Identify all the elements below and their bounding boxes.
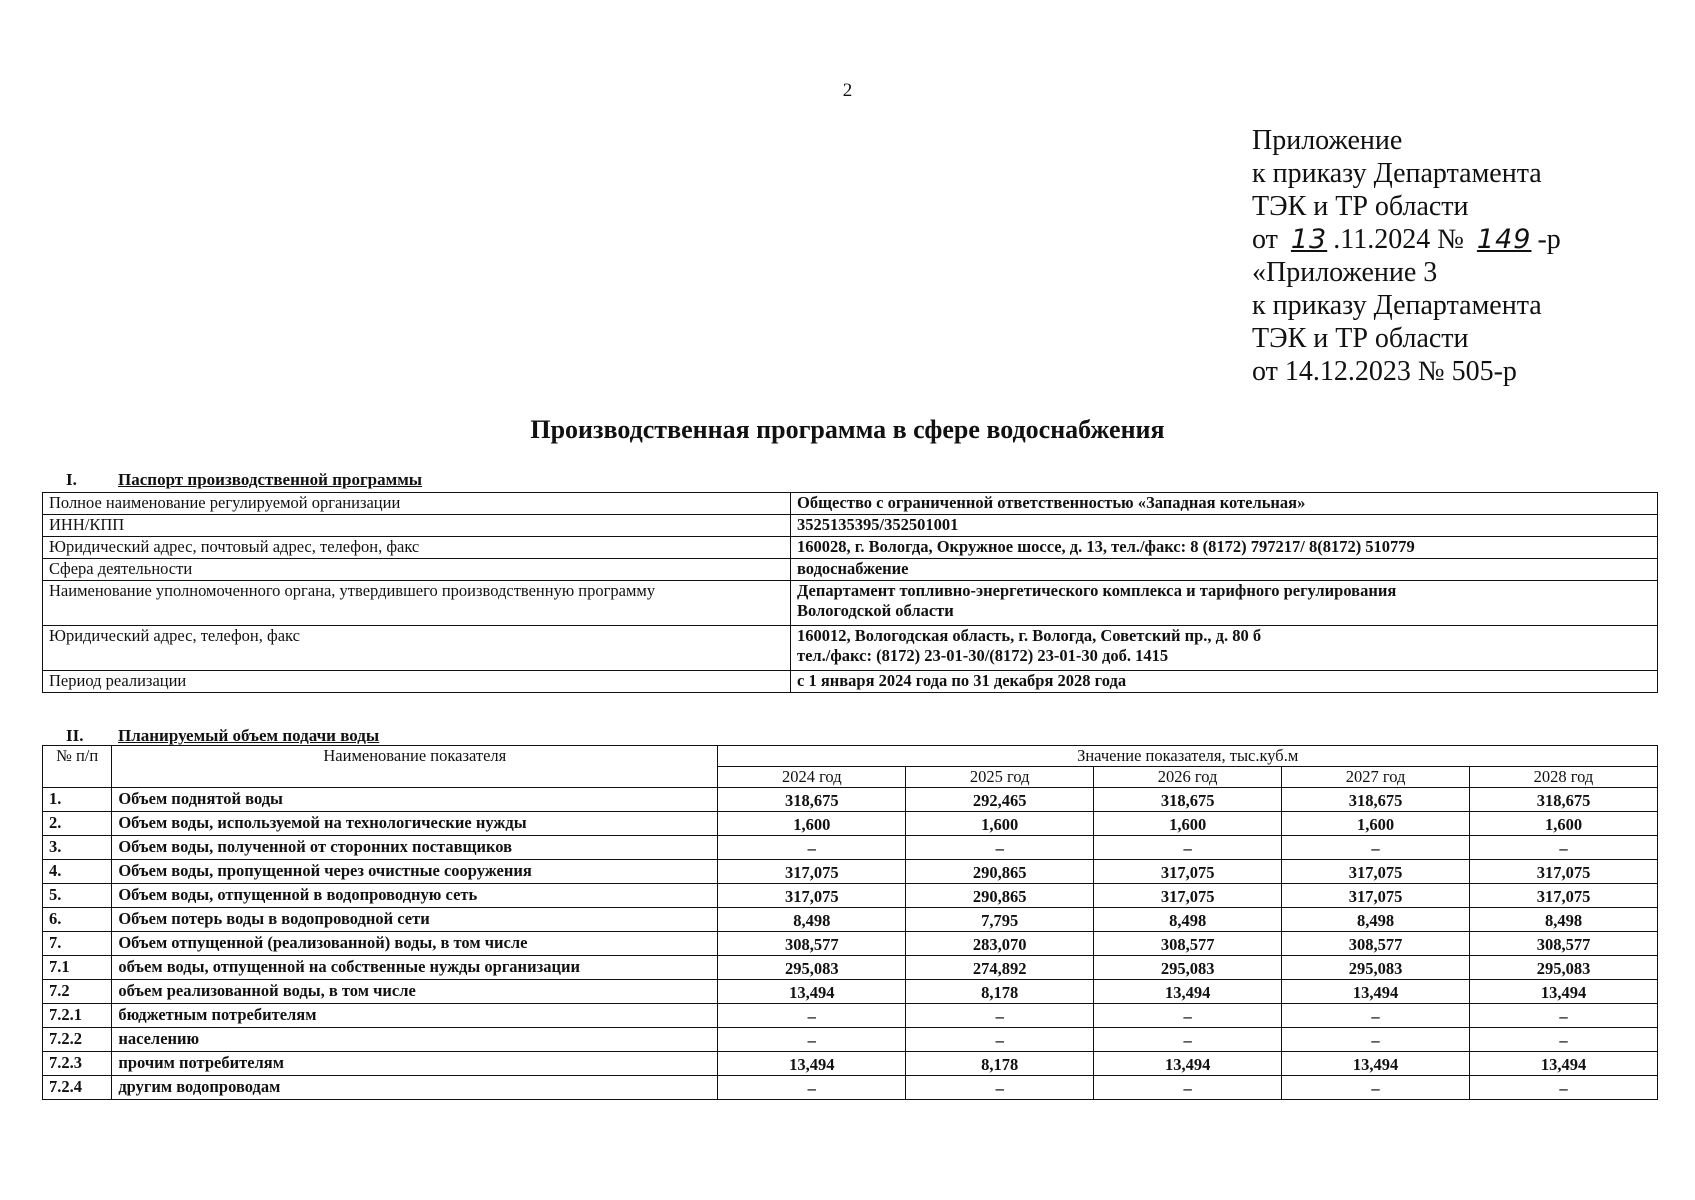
row-value: 318,675 — [1094, 788, 1282, 812]
annex-line: «Приложение 3 — [1252, 257, 1438, 288]
row-indicator-name: Объем поднятой воды — [112, 788, 718, 812]
passport-table — [42, 492, 1658, 693]
annex-line: от 14.12.2023 № 505-р — [1252, 356, 1517, 387]
row-number: 7.2 — [43, 980, 112, 1004]
row-value: – — [906, 1004, 1094, 1028]
annex-date-line — [1252, 223, 1672, 256]
passport-value — [791, 626, 1658, 671]
row-value: 290,865 — [906, 860, 1094, 884]
row-value: 13,494 — [1094, 980, 1282, 1004]
row-value: 13,494 — [1094, 1052, 1282, 1076]
row-indicator-name: Объем воды, отпущенной в водопроводную сеть — [112, 884, 718, 908]
header-value-group: Значение показателя, тыс.куб.м — [718, 746, 1658, 767]
row-value: – — [906, 1076, 1094, 1100]
row-number: 6. — [43, 908, 112, 932]
passport-value — [791, 581, 1658, 626]
row-value: 318,675 — [718, 788, 906, 812]
row-value: 13,494 — [1282, 980, 1470, 1004]
row-value: 283,070 — [906, 932, 1094, 956]
row-value: 8,498 — [1470, 908, 1658, 932]
row-value: – — [1282, 836, 1470, 860]
passport-row — [43, 559, 1658, 581]
passport-label: Юридический адрес, почтовый адрес, телефон, факс — [43, 537, 791, 559]
passport-row — [43, 493, 1658, 515]
section-number: I. — [66, 470, 77, 489]
passport-value-line: Департамент топливно-энергетического комплекса и тарифного регулирования — [797, 581, 1397, 600]
annex-line: ТЭК и ТР области — [1252, 191, 1469, 222]
row-indicator-name: другим водопроводам — [112, 1076, 718, 1100]
section-title: Паспорт производственной программы — [118, 470, 423, 489]
row-value: 317,075 — [718, 860, 906, 884]
passport-row — [43, 515, 1658, 537]
row-value: 318,675 — [1470, 788, 1658, 812]
row-value: 317,075 — [718, 884, 906, 908]
passport-label: ИНН/КПП — [43, 515, 791, 537]
annex-line: Приложение — [1252, 125, 1403, 156]
table-row — [43, 908, 1658, 932]
table-row — [43, 980, 1658, 1004]
row-value: 308,577 — [1094, 932, 1282, 956]
handwritten-day: 13 — [1290, 224, 1328, 255]
row-value: 8,178 — [906, 1052, 1094, 1076]
passport-value-line: 3525135395/352501001 — [797, 515, 959, 534]
row-number: 7.2.2 — [43, 1028, 112, 1052]
row-value: 317,075 — [1282, 860, 1470, 884]
row-value: – — [906, 1028, 1094, 1052]
table-row — [43, 1076, 1658, 1100]
row-value: 8,498 — [1094, 908, 1282, 932]
row-value: – — [1094, 1076, 1282, 1100]
row-value: – — [718, 1028, 906, 1052]
row-number: 7.2.4 — [43, 1076, 112, 1100]
row-value: – — [1282, 1076, 1470, 1100]
passport-label: Сфера деятельности — [43, 559, 791, 581]
row-value: – — [1094, 1028, 1282, 1052]
passport-value-line: водоснабжение — [797, 559, 909, 578]
row-value: 7,795 — [906, 908, 1094, 932]
row-value: 295,083 — [1470, 956, 1658, 980]
row-value: 8,498 — [718, 908, 906, 932]
row-value: 1,600 — [906, 812, 1094, 836]
header-year: 2027 год — [1282, 767, 1470, 788]
row-indicator-name: Объем воды, полученной от сторонних поставщиков — [112, 836, 718, 860]
passport-value — [791, 515, 1658, 537]
row-value: – — [718, 1004, 906, 1028]
row-value: 308,577 — [1470, 932, 1658, 956]
annex-date-prefix: от — [1252, 224, 1278, 255]
row-value: – — [1282, 1004, 1470, 1028]
passport-value — [791, 537, 1658, 559]
passport-value-line: 160028, г. Вологда, Окружное шоссе, д. 13, тел./факс: 8 (8172) 797217/ 8(8172) 510779 — [797, 537, 1415, 556]
section-number: II. — [66, 726, 84, 745]
table-row — [43, 836, 1658, 860]
passport-value-line: 160012, Вологодская область, г. Вологда, Советский пр., д. 80 б — [797, 626, 1262, 645]
row-value: 308,577 — [718, 932, 906, 956]
row-indicator-name: прочим потребителям — [112, 1052, 718, 1076]
passport-row — [43, 626, 1658, 671]
annex-line: к приказу Департамента — [1252, 290, 1542, 321]
table-row — [43, 956, 1658, 980]
header-num: № п/п — [43, 746, 112, 788]
row-value: 317,075 — [1470, 884, 1658, 908]
passport-row — [43, 581, 1658, 626]
row-indicator-name: объем воды, отпущенной на собственные нужды организации — [112, 956, 718, 980]
passport-value-line: с 1 января 2024 года по 31 декабря 2028 года — [797, 671, 1127, 690]
row-value: – — [1282, 1028, 1470, 1052]
header-year: 2028 год — [1470, 767, 1658, 788]
row-value: 1,600 — [1094, 812, 1282, 836]
row-value: 317,075 — [1094, 860, 1282, 884]
table-row — [43, 1028, 1658, 1052]
page-number: 2 — [842, 80, 853, 101]
row-value: – — [1470, 1004, 1658, 1028]
header-year: 2026 год — [1094, 767, 1282, 788]
row-value: – — [906, 836, 1094, 860]
passport-row — [43, 671, 1658, 693]
row-value: 308,577 — [1282, 932, 1470, 956]
passport-label: Полное наименование регулируемой организации — [43, 493, 791, 515]
header-year: 2025 год — [906, 767, 1094, 788]
row-value: – — [1094, 836, 1282, 860]
section-heading — [66, 470, 422, 490]
row-indicator-name: Объем воды, используемой на технологические нужды — [112, 812, 718, 836]
row-number: 5. — [43, 884, 112, 908]
table-row — [43, 788, 1658, 812]
row-value: 290,865 — [906, 884, 1094, 908]
row-value: 295,083 — [1282, 956, 1470, 980]
passport-label: Наименование уполномоченного органа, утвердившего производственную программу — [43, 581, 791, 626]
row-indicator-name: Объем отпущенной (реализованной) воды, в том числе — [112, 932, 718, 956]
table-row — [43, 1004, 1658, 1028]
annex-date-rest: .11.2024 № — [1333, 224, 1464, 255]
row-value: – — [1094, 1004, 1282, 1028]
row-value: 1,600 — [1470, 812, 1658, 836]
row-indicator-name: Объем потерь воды в водопроводной сети — [112, 908, 718, 932]
row-number: 7.2.1 — [43, 1004, 112, 1028]
row-number: 7.1 — [43, 956, 112, 980]
row-value: 13,494 — [718, 1052, 906, 1076]
row-indicator-name: бюджетным потребителям — [112, 1004, 718, 1028]
table-row — [43, 1052, 1658, 1076]
table-row — [43, 932, 1658, 956]
water-volume-table — [42, 745, 1658, 1100]
section-heading — [66, 726, 379, 746]
row-value: – — [1470, 1076, 1658, 1100]
row-value: 8,178 — [906, 980, 1094, 1004]
row-number: 7.2.3 — [43, 1052, 112, 1076]
passport-value — [791, 559, 1658, 581]
annex-line: к приказу Департамента — [1252, 158, 1542, 189]
row-value: 1,600 — [1282, 812, 1470, 836]
passport-value-line: Общество с ограниченной ответственностью «Западная котельная» — [797, 493, 1306, 512]
passport-value-line: тел./факс: (8172) 23-01-30/(8172) 23-01-30 доб. 1415 — [797, 646, 1169, 665]
row-value: 292,465 — [906, 788, 1094, 812]
row-value: 13,494 — [1470, 1052, 1658, 1076]
row-indicator-name: населению — [112, 1028, 718, 1052]
row-value: 13,494 — [1470, 980, 1658, 1004]
row-value: 317,075 — [1470, 860, 1658, 884]
handwritten-number: 149 — [1476, 224, 1532, 255]
table-row — [43, 884, 1658, 908]
passport-value-line: Вологодской области — [797, 601, 954, 620]
row-value: – — [1470, 836, 1658, 860]
row-value: 13,494 — [1282, 1052, 1470, 1076]
passport-value — [791, 671, 1658, 693]
row-number: 4. — [43, 860, 112, 884]
passport-label: Юридический адрес, телефон, факс — [43, 626, 791, 671]
passport-label: Период реализации — [43, 671, 791, 693]
annex-block — [1252, 124, 1672, 388]
document-title: Производственная программа в сфере водоснабжения — [530, 415, 1165, 444]
row-value: 274,892 — [906, 956, 1094, 980]
row-value: – — [1470, 1028, 1658, 1052]
section-title: Планируемый объем подачи воды — [118, 726, 380, 745]
table-row — [43, 812, 1658, 836]
annex-line: ТЭК и ТР области — [1252, 323, 1469, 354]
row-value: 1,600 — [718, 812, 906, 836]
row-indicator-name: объем реализованной воды, в том числе — [112, 980, 718, 1004]
row-value: 317,075 — [1094, 884, 1282, 908]
header-name: Наименование показателя — [112, 746, 718, 788]
row-indicator-name: Объем воды, пропущенной через очистные сооружения — [112, 860, 718, 884]
row-value: 8,498 — [1282, 908, 1470, 932]
passport-row — [43, 537, 1658, 559]
row-number: 2. — [43, 812, 112, 836]
row-value: 317,075 — [1282, 884, 1470, 908]
row-value: 318,675 — [1282, 788, 1470, 812]
passport-value — [791, 493, 1658, 515]
table-row — [43, 860, 1658, 884]
row-value: – — [718, 836, 906, 860]
row-value: 295,083 — [1094, 956, 1282, 980]
row-value: 295,083 — [718, 956, 906, 980]
header-year: 2024 год — [718, 767, 906, 788]
row-value: – — [718, 1076, 906, 1100]
row-number: 3. — [43, 836, 112, 860]
annex-number-suffix: -р — [1537, 224, 1561, 255]
row-number: 7. — [43, 932, 112, 956]
row-number: 1. — [43, 788, 112, 812]
row-value: 13,494 — [718, 980, 906, 1004]
